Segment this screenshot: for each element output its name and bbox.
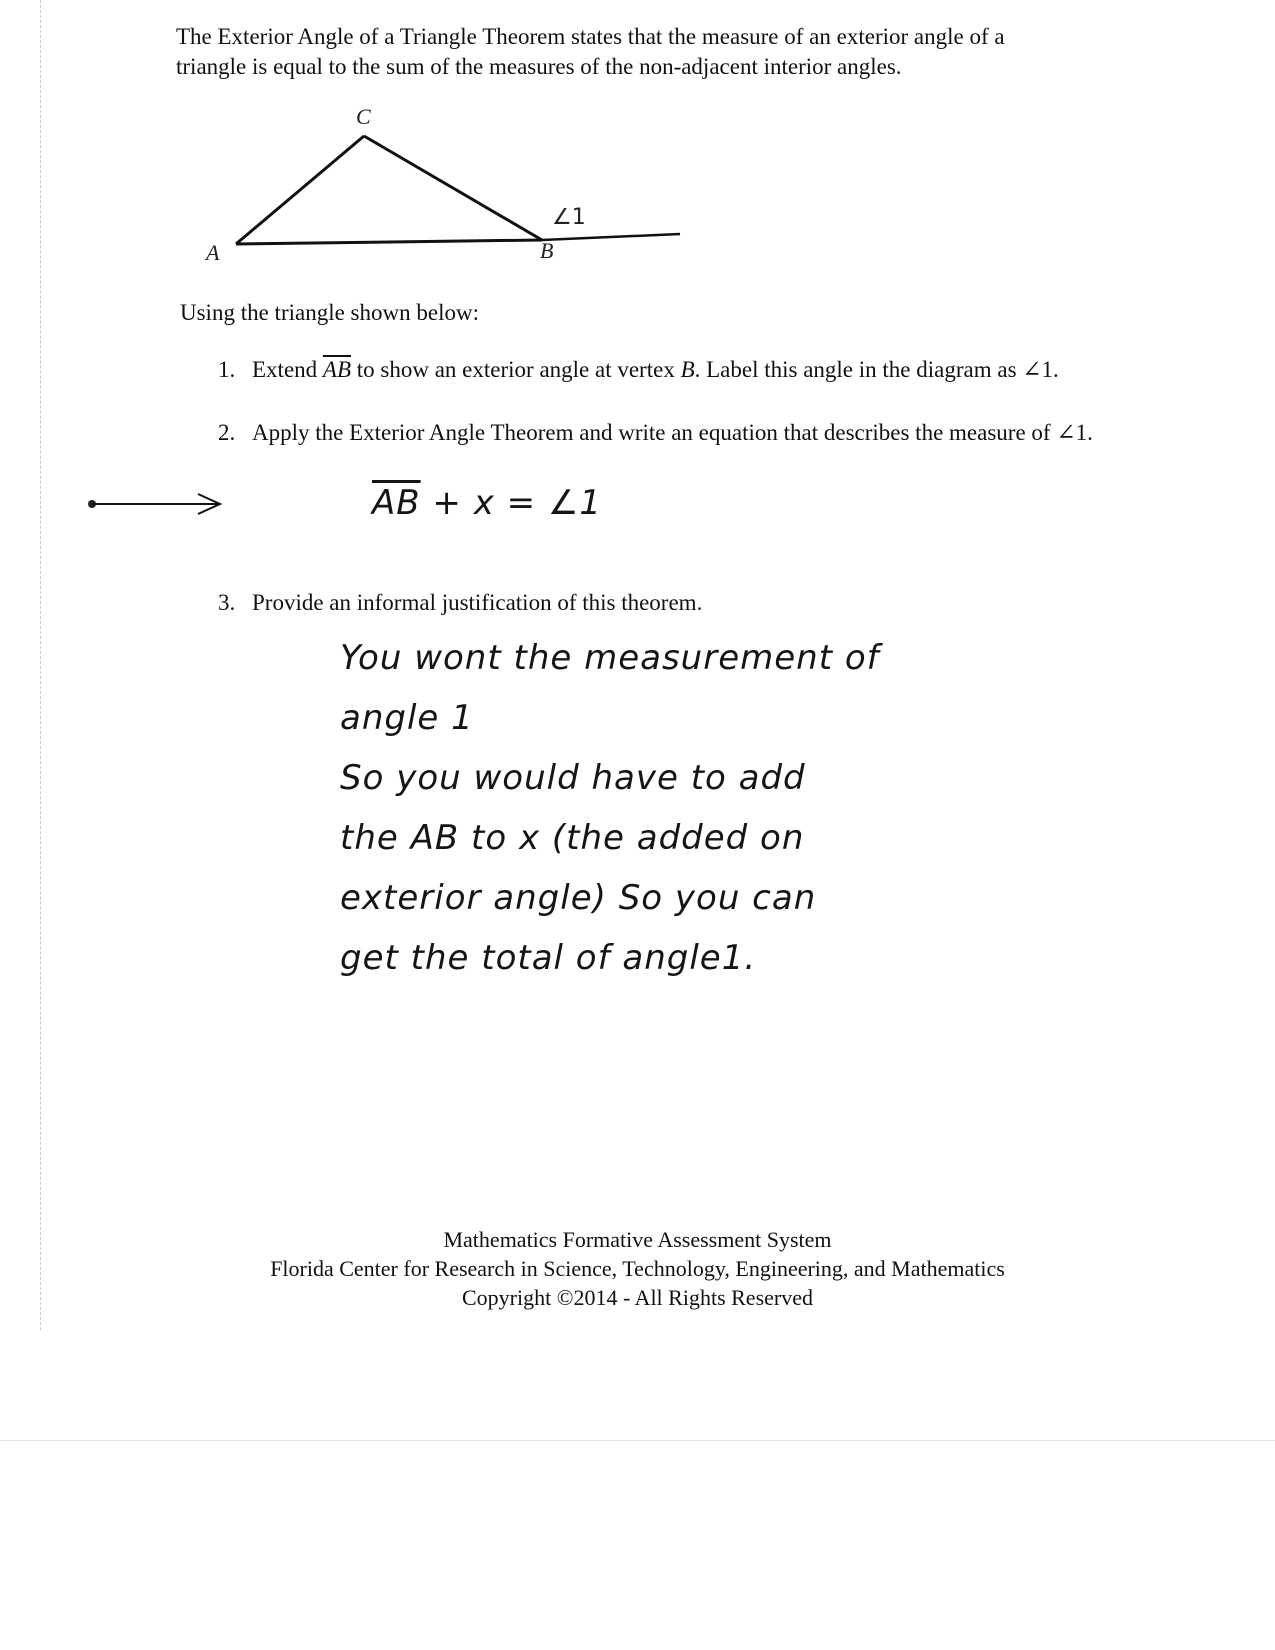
vertex-label-a: A: [206, 240, 220, 265]
question-1-text: [252, 355, 1112, 385]
side-ab: [236, 240, 542, 244]
question-2-text: Apply the Exterior Angle Theorem and write an equation that describes the measure of ∠1.: [252, 420, 1093, 445]
arrow-icon: [86, 492, 226, 516]
page-footer: [0, 1225, 1275, 1312]
vertex-label-b: B: [540, 238, 554, 263]
question-3-text: Provide an informal justification of this theorem.: [252, 590, 703, 615]
side-ac: [236, 136, 364, 244]
question-1-text-start: Extend: [252, 357, 323, 382]
question-1-number: 1.: [218, 357, 236, 382]
handwritten-angle-label: ∠1: [552, 205, 586, 230]
question-1-text-end: . Label this angle in the diagram as ∠1.: [694, 357, 1059, 382]
theorem-statement: The Exterior Angle of a Triangle Theorem states that the measure of an exterior angle of a triangle is equal to the sum of the measures of the non-adjacent interior angles.: [176, 24, 1005, 79]
equation-rest: + x = ∠1: [420, 483, 603, 523]
question-2-number: 2.: [218, 420, 236, 445]
question-3-number: 3.: [218, 590, 236, 615]
answer-line-4: exterior angle) So you can: [340, 878, 817, 918]
scan-margin-edge: [40, 0, 41, 1330]
footer-line-1: Mathematics Formative Assessment System: [443, 1227, 832, 1252]
handwritten-equation: [372, 483, 602, 523]
answer-line-3: the AB to x (the added on: [340, 818, 805, 858]
extended-ray-ab: [542, 234, 680, 240]
handwritten-justification: [340, 628, 960, 988]
equation-segment: $\overline{AB}$: [372, 483, 421, 523]
instructions-lead: Using the triangle shown below:: [180, 300, 479, 325]
answer-line-2: So you would have to add: [340, 758, 806, 798]
answer-line-1: You wont the measurement of angle 1: [340, 638, 880, 738]
triangle-diagram: [200, 100, 720, 270]
segment-ab: $\overline{AB}$: [322, 357, 352, 382]
vertex-b: B: [680, 357, 695, 382]
vertex-label-c: C: [356, 104, 371, 129]
side-cb: [364, 136, 542, 240]
footer-copyright: Copyright ©2014 - All Rights Reserved: [462, 1285, 813, 1310]
footer-line-2: Florida Center for Research in Science, Technology, Engineering, and Mathematics: [270, 1256, 1005, 1281]
question-1-text-middle: to show an exterior angle at vertex: [351, 357, 681, 382]
scan-fold-line: [0, 1440, 1275, 1441]
answer-line-5: get the total of angle1.: [340, 938, 757, 978]
